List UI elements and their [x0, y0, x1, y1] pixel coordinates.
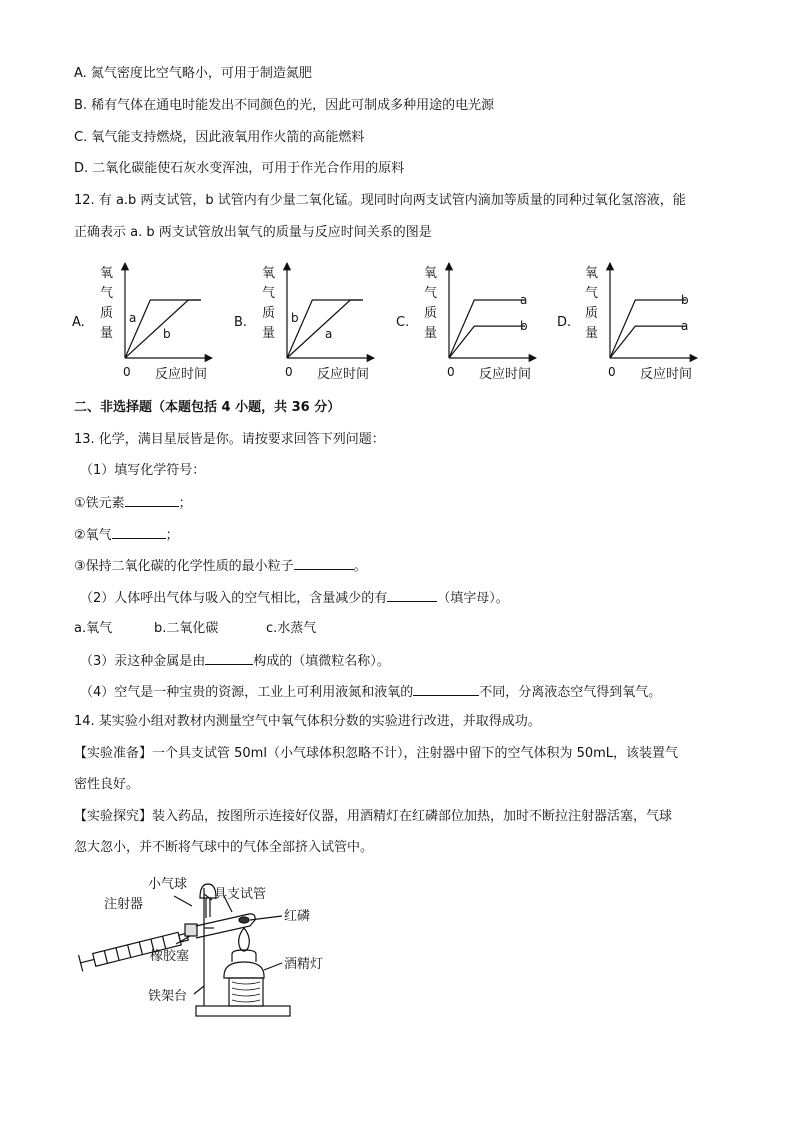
q13-part2: [80, 589, 509, 607]
answer-blank[interactable]: [413, 683, 479, 696]
q13-part4-tail: 不同，分离液态空气得到氧气。: [479, 685, 662, 700]
graph-ylabel-char: 氧: [262, 266, 276, 281]
series-label-a: a: [129, 311, 137, 325]
punct: 。: [353, 559, 367, 574]
label-phosphorus: 红磷: [284, 909, 311, 924]
q12-stem-line1: 12. 有 a.b 两支试管，b 试管内有少量二氧化锰。现同时向两支试管内滴加等质量的同种过氧化氢溶液，能: [74, 193, 686, 208]
q12-stem-line2: 正确表示 a. b 两支试管放出氧气的质量与反应时间关系的图是: [74, 225, 432, 240]
graph-option-label: D.: [557, 315, 572, 330]
graph-option-label: A.: [72, 315, 85, 330]
q13-part3-text: （3）汞这种金属是由: [80, 654, 206, 669]
q13-item3-text: ③保持二氧化碳的化学性质的最小粒子: [74, 559, 294, 574]
q14-explore-line2: 忽大忽小，并不断将气球中的气体全部挤入试管中。: [74, 840, 374, 855]
q13-part2-text: （2）人体呼出气体与吸入的空气相比，含量减少的有: [80, 591, 388, 606]
graph-ylabel-char: 质: [424, 306, 438, 321]
graph-ylabel-char: 质: [585, 306, 599, 321]
stand-base: [196, 1006, 290, 1016]
graph-origin: 0: [608, 365, 616, 379]
graph-xlabel: 反应时间: [640, 367, 693, 382]
graph-option-label: C.: [396, 315, 410, 330]
lamp-neck: [232, 950, 256, 962]
q13-item2: [74, 526, 179, 544]
graph-ylabel-char: 质: [100, 306, 114, 321]
answer-blank[interactable]: [125, 494, 179, 507]
series-label-a: a: [681, 319, 689, 334]
graph-ylabel-char: 量: [585, 326, 599, 341]
series-label-b: b: [520, 319, 528, 334]
q13-item3: [74, 557, 367, 575]
option-d: D. 二氧化碳能使石灰水变浑浊，可用于作光合作用的原料: [74, 161, 405, 176]
choice-b: b.二氧化碳: [154, 621, 219, 636]
q12-graphs: [0, 255, 794, 395]
apparatus-diagram: [64, 866, 394, 1026]
graph-ylabel-char: 气: [585, 286, 599, 301]
graph-ylabel-char: 氧: [100, 266, 114, 281]
graph-origin: 0: [447, 365, 455, 379]
answer-blank[interactable]: [387, 589, 437, 602]
rubber-stopper: [185, 924, 197, 936]
graph-xlabel: 反应时间: [317, 367, 370, 382]
series-label-b: b: [163, 327, 171, 341]
alcohol-lamp: [224, 962, 264, 978]
graph-ylabel-char: 量: [100, 326, 114, 341]
flame: [239, 928, 250, 951]
option-c: C. 氧气能支持燃烧，因此液氧用作火箭的高能燃料: [74, 130, 365, 145]
label-syringe: 注射器: [104, 897, 144, 912]
choice-a: a.氧气: [74, 621, 113, 636]
q14-explore-line1: 【实验探究】装入药品，按图所示连接好仪器，用酒精灯在红磷部位加热，加时不断拉注射器活塞，气球: [74, 809, 673, 824]
answer-blank[interactable]: [205, 652, 253, 665]
q13-item2-text: ②氧气: [74, 528, 112, 543]
label-stand: 铁架台: [148, 989, 188, 1004]
q13-part3-tail: 构成的（填微粒名称）。: [253, 654, 390, 669]
graph-ylabel-char: 量: [262, 326, 276, 341]
series-label-b: b: [681, 293, 689, 307]
series-label-a: a: [520, 293, 528, 307]
q14-prep-line2: 密性良好。: [74, 777, 140, 792]
series-label-a: a: [325, 327, 333, 341]
graph-ylabel-char: 氧: [585, 266, 599, 281]
series-line-a: [449, 300, 525, 358]
option-b: B. 稀有气体在通电时能发出不同颜色的光，因此可制成多种用途的电光源: [74, 98, 495, 113]
q13-part4-text: （4）空气是一种宝贵的资源，工业上可利用液氮和液氧的: [80, 685, 414, 700]
series-line-b: [610, 300, 689, 358]
option-a: A. 氮气密度比空气略小，可用于制造氮肥: [74, 66, 312, 81]
q13-choices: [74, 621, 317, 637]
q13-part3: [80, 652, 390, 670]
q13-item1: [74, 494, 192, 512]
graph-ylabel-char: 质: [262, 306, 276, 321]
q13-part2-tail: （填字母）。: [437, 591, 509, 606]
q13-item1-text: ①铁元素: [74, 496, 125, 511]
red-phosphorus: [239, 917, 249, 923]
label-balloon: 小气球: [148, 877, 188, 892]
graph-xlabel: 反应时间: [479, 367, 532, 382]
q14-stem: 14. 某实验小组对教材内测量空气中氧气体积分数的实验进行改进，并取得成功。: [74, 714, 541, 729]
graph-origin: 0: [285, 365, 293, 379]
graph-origin: 0: [123, 365, 131, 379]
punct: ；: [178, 496, 192, 511]
answer-blank[interactable]: [112, 526, 166, 539]
graph-xlabel: 反应时间: [155, 367, 208, 382]
graph-ylabel-char: 气: [262, 286, 276, 301]
label-lamp: 酒精灯: [284, 957, 324, 972]
q13-part1: （1）填写化学符号：: [80, 463, 206, 478]
graph-ylabel-char: 气: [100, 286, 114, 301]
q13-stem: 13. 化学，满目星辰皆是你。请按要求回答下列问题：: [74, 432, 385, 447]
series-label-b: b: [291, 311, 299, 325]
graph-ylabel-char: 氧: [424, 266, 438, 281]
q14-prep-line1: 【实验准备】一个具支试管 50ml（小气球体积忽略不计），注射器中留下的空气体积为 50mL，该装置气: [74, 746, 679, 761]
label-tube: 具支试管: [214, 887, 267, 902]
graph-option-label: B.: [234, 315, 248, 330]
section-2-heading: 二、非选择题（本题包括 4 小题，共 36 分）: [74, 400, 341, 415]
choice-c: c.水蒸气: [266, 621, 317, 636]
graph-ylabel-char: 气: [424, 286, 438, 301]
graph-ylabel-char: 量: [424, 326, 438, 341]
q13-part4: [80, 683, 661, 701]
answer-blank[interactable]: [294, 557, 354, 570]
punct: ；: [165, 528, 179, 543]
label-stopper: 橡胶塞: [150, 949, 190, 964]
